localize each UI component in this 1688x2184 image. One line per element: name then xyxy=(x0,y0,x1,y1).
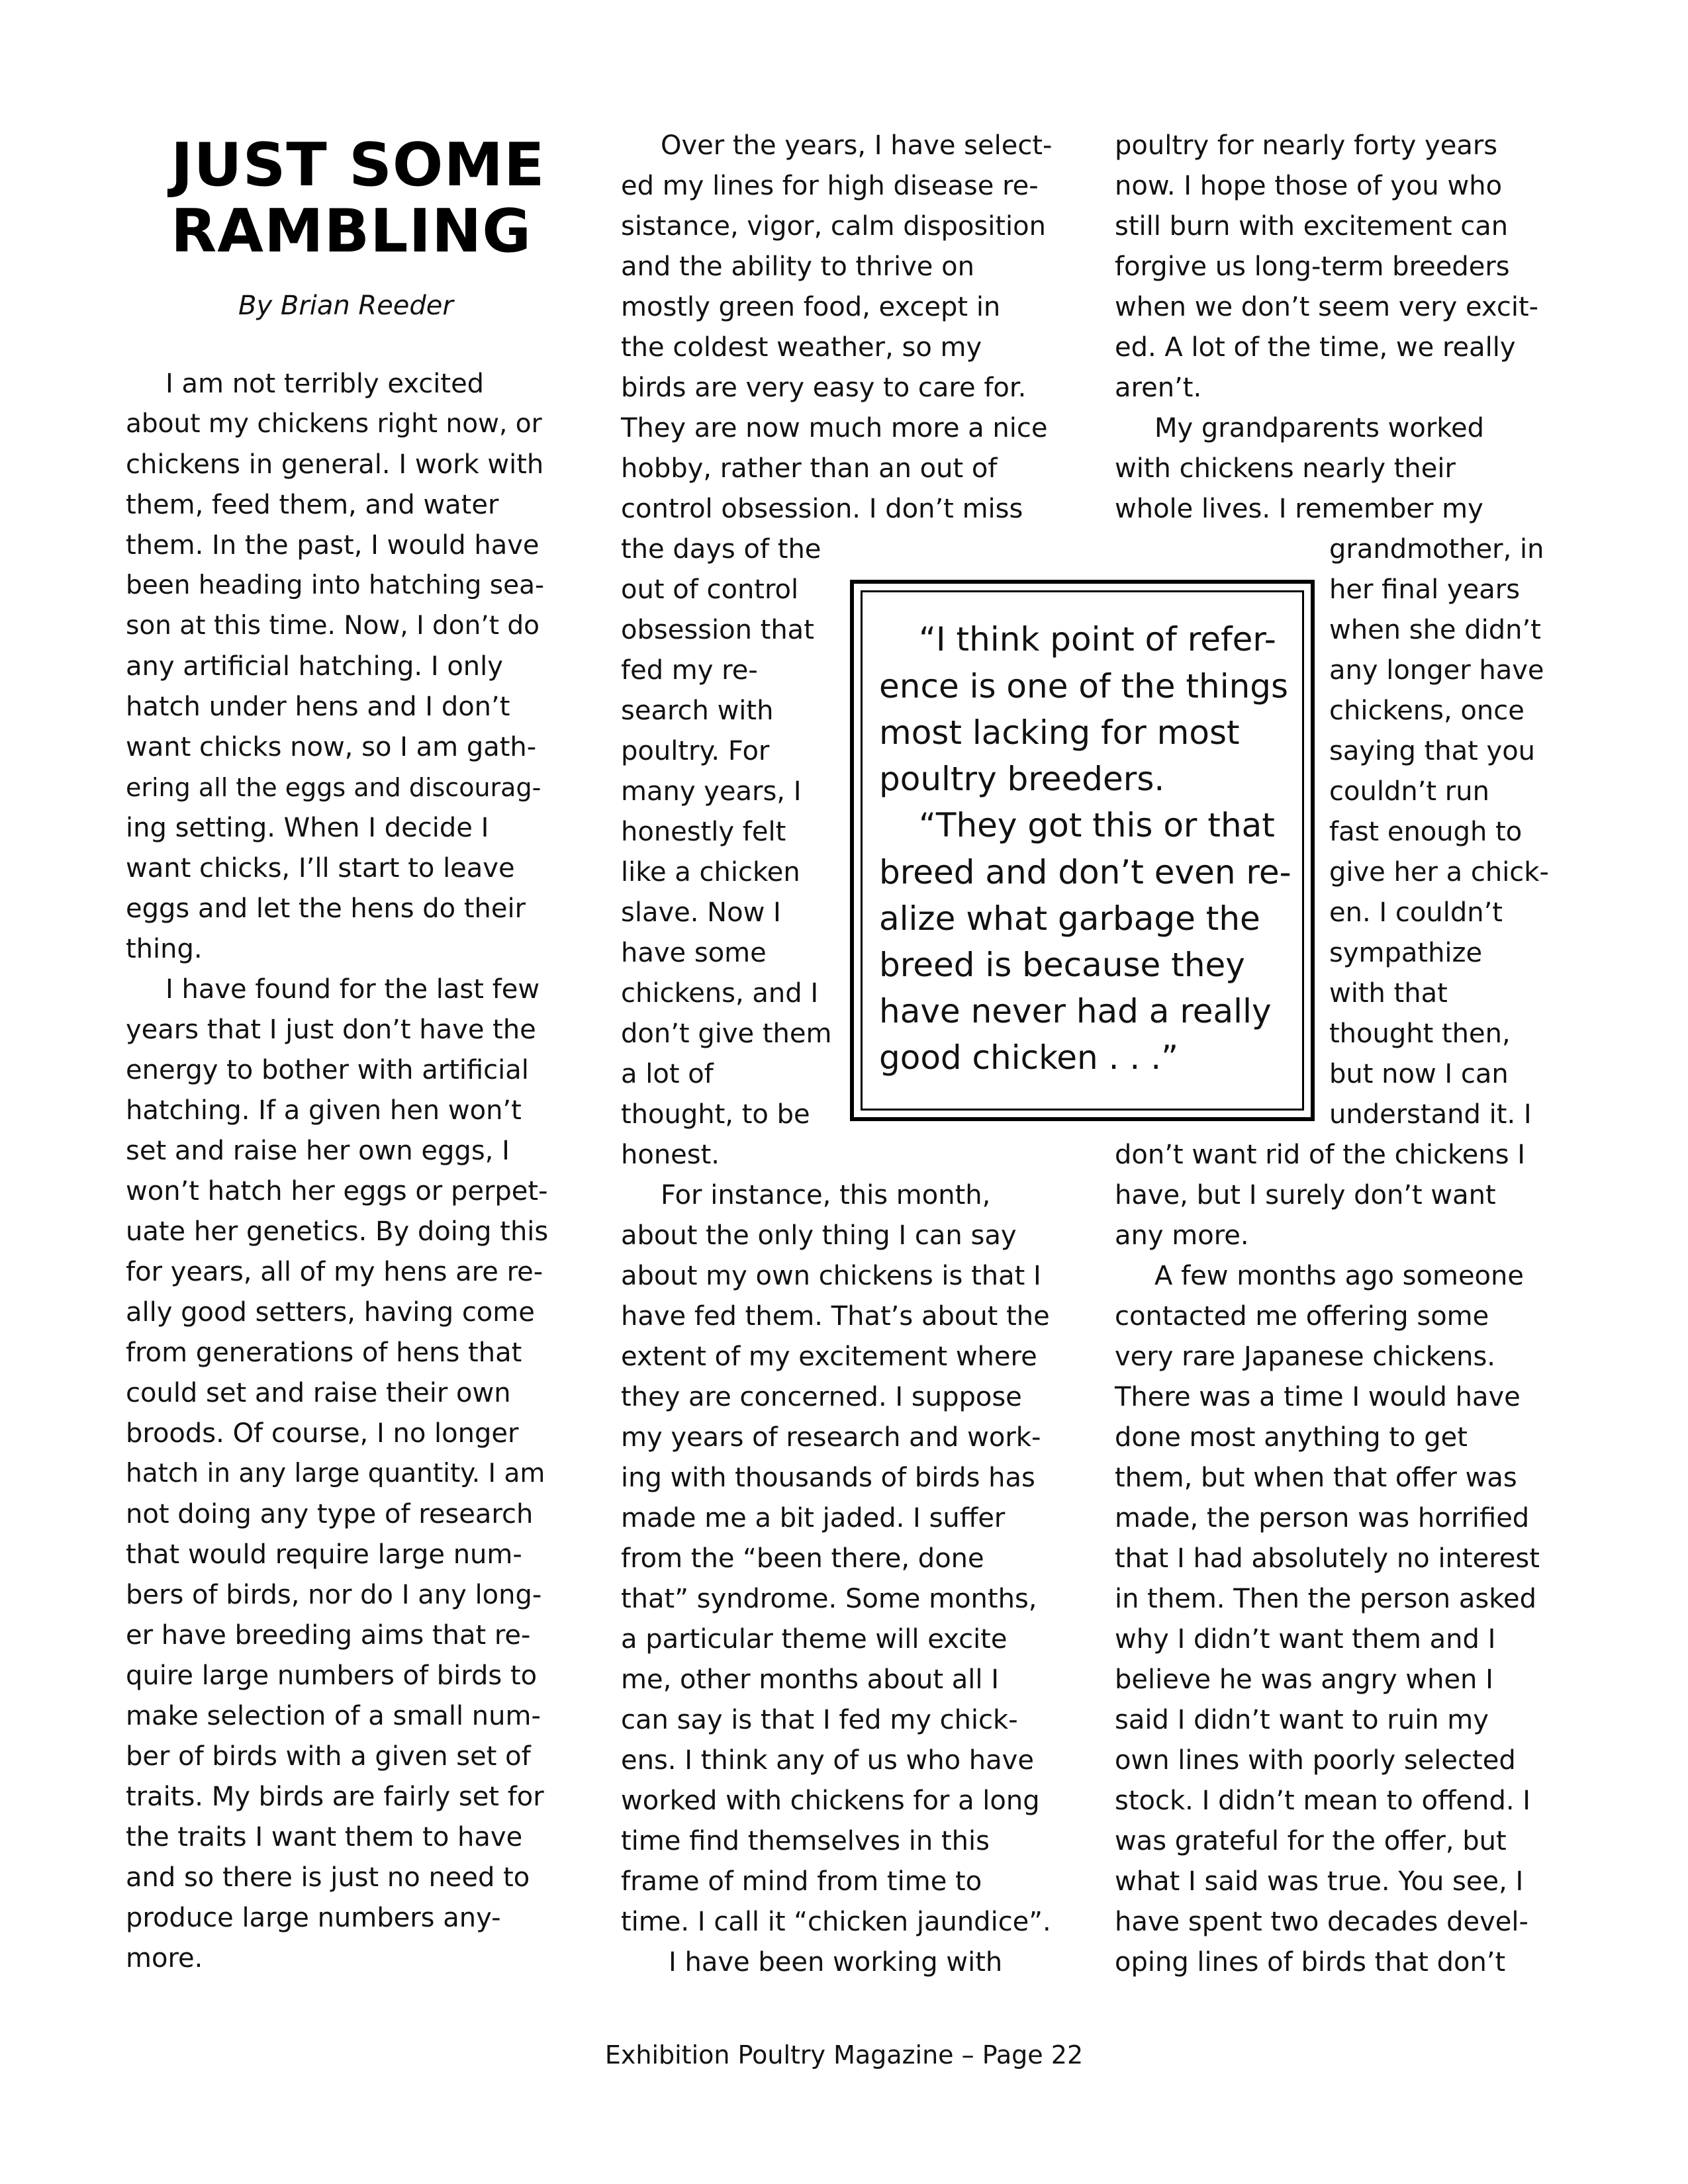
text-line: was grateful for the offer, but xyxy=(1115,1826,1507,1856)
title-line: JUST SOME xyxy=(171,130,545,200)
text-line: oping lines of birds that don’t xyxy=(1115,1947,1506,1978)
text-line: thought then, xyxy=(1329,1019,1511,1049)
text-line: have some xyxy=(621,938,767,968)
text-line: poultry. For xyxy=(621,736,770,766)
text-line: hatching. If a given hen won’t xyxy=(126,1095,522,1126)
pull-quote-line: most lacking for most xyxy=(879,713,1240,752)
text-line: any artificial hatching. I only xyxy=(126,651,503,682)
text-line: me, other months about all I xyxy=(621,1664,1000,1695)
text-line: could set and raise their own xyxy=(126,1378,511,1408)
text-line: My grandparents worked xyxy=(1154,413,1485,443)
text-line: en. I couldn’t xyxy=(1329,897,1503,928)
pull-quote-line: have never had a really xyxy=(879,992,1272,1030)
text-line: forgive us long-term breeders xyxy=(1115,251,1510,282)
text-line: couldn’t run xyxy=(1329,776,1489,807)
text-line: stock. I didn’t mean to offend. I xyxy=(1115,1786,1531,1816)
text-line: that would require large num- xyxy=(126,1539,522,1570)
text-line: grandmother, in xyxy=(1329,534,1544,565)
text-line: set and raise her own eggs, I xyxy=(126,1136,510,1166)
text-line: very rare Japanese chickens. xyxy=(1115,1342,1495,1372)
text-line: sistance, vigor, calm disposition xyxy=(621,211,1046,242)
pull-quote-line: poultry breeders. xyxy=(879,760,1165,798)
text-line: what I said was true. You see, I xyxy=(1115,1866,1524,1897)
text-line: worked with chickens for a long xyxy=(621,1786,1040,1816)
pull-quote-line: alize what garbage the xyxy=(879,899,1260,938)
text-line: they are concerned. I suppose xyxy=(621,1382,1022,1412)
text-line: I have been working with xyxy=(669,1947,1003,1978)
text-line: aren’t. xyxy=(1115,373,1202,403)
text-line: chickens, and I xyxy=(621,978,819,1009)
text-line: made me a bit jaded. I suffer xyxy=(621,1503,1006,1533)
text-line: ering all the eggs and discourag- xyxy=(126,773,541,802)
text-line: any longer have xyxy=(1329,655,1544,686)
pull-quote-line: breed and don’t even re- xyxy=(879,853,1291,891)
text-line: give her a chick- xyxy=(1329,857,1549,887)
pull-quote-line: “They got this or that xyxy=(919,806,1275,844)
text-line: eggs and let the hens do their xyxy=(126,893,526,924)
text-line: honestly felt xyxy=(621,817,786,847)
text-line: A few months ago someone xyxy=(1154,1261,1524,1291)
text-line: fed my re- xyxy=(621,655,758,686)
text-line: them, feed them, and water xyxy=(126,490,499,520)
text-line: with chickens nearly their xyxy=(1115,453,1456,484)
text-line: er have breeding aims that re- xyxy=(126,1620,531,1651)
text-line: been heading into hatching sea- xyxy=(126,570,545,600)
text-line: any more. xyxy=(1115,1220,1249,1251)
text-line: uate her genetics. By doing this xyxy=(126,1216,549,1247)
text-line: There was a time I would have xyxy=(1115,1382,1521,1412)
text-line: ber of birds with a given set of xyxy=(126,1741,531,1772)
text-line: time. I call it “chicken jaundice”. xyxy=(621,1907,1051,1937)
text-line: broods. Of course, I no longer xyxy=(126,1418,519,1449)
text-line: them, but when that offer was xyxy=(1115,1463,1517,1493)
text-line: whole lives. I remember my xyxy=(1115,494,1483,524)
text-line: Over the years, I have select- xyxy=(661,130,1053,161)
text-line: ing setting. When I decide I xyxy=(126,813,489,843)
text-line: saying that you xyxy=(1329,736,1536,766)
text-line: poultry for nearly forty years xyxy=(1115,130,1498,161)
text-line: don’t give them xyxy=(621,1019,832,1049)
text-line: search with xyxy=(621,696,774,726)
text-line: in them. Then the person asked xyxy=(1115,1584,1536,1614)
text-line: and the ability to thrive on xyxy=(621,251,974,282)
text-line: have spent two decades devel- xyxy=(1115,1907,1528,1937)
text-line: hatch under hens and I don’t xyxy=(126,692,510,722)
text-line: her final years xyxy=(1329,574,1521,605)
text-line: when she didn’t xyxy=(1329,615,1541,645)
text-line: like a chicken xyxy=(621,857,800,887)
text-line: thought, to be xyxy=(621,1099,810,1130)
text-line: want chicks now, so I am gath- xyxy=(126,732,537,762)
text-line: can say is that I fed my chick- xyxy=(621,1705,1018,1735)
text-line: about my chickens right now, or xyxy=(126,409,542,439)
text-line: chickens, once xyxy=(1329,696,1524,726)
text-line: many years, I xyxy=(621,776,802,807)
text-line: when we don’t seem very excit- xyxy=(1115,292,1539,322)
text-line: still burn with excitement can xyxy=(1115,211,1509,242)
text-line: traits. My birds are fairly set for xyxy=(126,1782,544,1812)
text-line: years that I just don’t have the xyxy=(126,1015,536,1045)
text-line: quire large numbers of birds to xyxy=(126,1661,538,1691)
text-line: the traits I want them to have xyxy=(126,1822,523,1852)
text-line: that” syndrome. Some months, xyxy=(621,1584,1037,1614)
text-line: ed. A lot of the time, we really xyxy=(1115,332,1516,363)
title-line: RAMBLING xyxy=(171,197,532,266)
text-line: have fed them. That’s about the xyxy=(621,1301,1050,1332)
text-line: now. I hope those of you who xyxy=(1115,171,1503,201)
text-line: I have found for the last few xyxy=(165,974,540,1005)
text-line: chickens in general. I work with xyxy=(126,449,544,480)
text-line: time find themselves in this xyxy=(621,1826,990,1856)
text-line: honest. xyxy=(621,1140,720,1170)
text-line: made, the person was horrified xyxy=(1115,1503,1530,1533)
text-line: and so there is just no need to xyxy=(126,1862,530,1893)
pull-quote-line: good chicken . . .” xyxy=(879,1038,1179,1077)
text-line: They are now much more a nice xyxy=(621,413,1048,443)
text-line: not doing any type of research xyxy=(126,1499,534,1529)
text-line: said I didn’t want to ruin my xyxy=(1115,1705,1489,1735)
text-line: hobby, rather than an out of xyxy=(621,453,998,484)
pull-quote-line: ence is one of the things xyxy=(879,667,1289,705)
text-line: sympathize xyxy=(1329,938,1483,968)
text-line: that I had absolutely no interest xyxy=(1115,1543,1540,1574)
pull-quote-line: breed is because they xyxy=(879,946,1245,984)
text-line: the coldest weather, so my xyxy=(621,332,982,363)
text-line: obsession that xyxy=(621,615,814,645)
text-line: slave. Now I xyxy=(621,897,781,928)
text-line: own lines with poorly selected xyxy=(1115,1745,1516,1776)
text-line: ed my lines for high disease re- xyxy=(621,171,1039,201)
text-line: frame of mind from time to xyxy=(621,1866,982,1897)
text-line: ens. I think any of us who have xyxy=(621,1745,1034,1776)
text-line: more. xyxy=(126,1943,203,1974)
text-line: the days of the xyxy=(621,534,821,565)
text-line: done most anything to get xyxy=(1115,1422,1468,1453)
text-line: don’t want rid of the chickens I xyxy=(1115,1140,1526,1170)
text-line: extent of my excitement where xyxy=(621,1342,1037,1372)
text-line: bers of birds, nor do I any long- xyxy=(126,1580,542,1610)
text-line: ing with thousands of birds has xyxy=(621,1463,1035,1493)
text-line: won’t hatch her eggs or perpet- xyxy=(126,1176,548,1206)
text-line: want chicks, I’ll start to leave xyxy=(126,853,515,884)
text-line: energy to bother with artificial xyxy=(126,1055,529,1085)
text-line: from generations of hens that xyxy=(126,1338,522,1368)
text-line: with that xyxy=(1329,978,1448,1009)
text-line: understand it. I xyxy=(1329,1099,1532,1130)
text-line: a particular theme will excite xyxy=(621,1624,1008,1655)
text-line: ally good setters, having come xyxy=(126,1297,535,1328)
text-line: from the “been there, done xyxy=(621,1543,984,1574)
text-line: my years of research and work- xyxy=(621,1422,1041,1453)
pull-quote-line: “I think point of refer- xyxy=(919,620,1276,659)
text-line: hatch in any large quantity. I am xyxy=(126,1459,545,1488)
text-line: make selection of a small num- xyxy=(126,1701,541,1731)
text-line: birds are very easy to care for. xyxy=(621,373,1027,403)
text-line: thing. xyxy=(126,934,203,964)
text-line: for years, all of my hens are re- xyxy=(126,1257,543,1287)
text-line: out of control xyxy=(621,574,799,605)
text-line: them. In the past, I would have xyxy=(126,530,539,561)
text-line: son at this time. Now, I don’t do xyxy=(126,611,540,641)
text-line: believe he was angry when I xyxy=(1115,1664,1493,1695)
text-line: but now I can xyxy=(1329,1059,1509,1089)
byline: By Brian Reeder xyxy=(238,291,453,321)
text-line: fast enough to xyxy=(1329,817,1523,847)
text-line: mostly green food, except in xyxy=(621,292,1001,322)
text-line: have, but I surely don’t want xyxy=(1115,1180,1496,1210)
text-line: about my own chickens is that I xyxy=(621,1261,1041,1291)
text-line: why I didn’t want them and I xyxy=(1115,1624,1496,1655)
text-line: I am not terribly excited xyxy=(165,369,485,399)
text-line: contacted me offering some xyxy=(1115,1301,1489,1332)
text-line: about the only thing I can say xyxy=(621,1220,1017,1251)
text-line: a lot of xyxy=(621,1059,714,1089)
text-line: control obsession. I don’t miss xyxy=(621,494,1023,524)
page-footer: Exhibition Poultry Magazine – Page 22 xyxy=(604,2040,1084,2070)
text-line: produce large numbers any- xyxy=(126,1903,501,1933)
text-line: For instance, this month, xyxy=(661,1180,991,1210)
